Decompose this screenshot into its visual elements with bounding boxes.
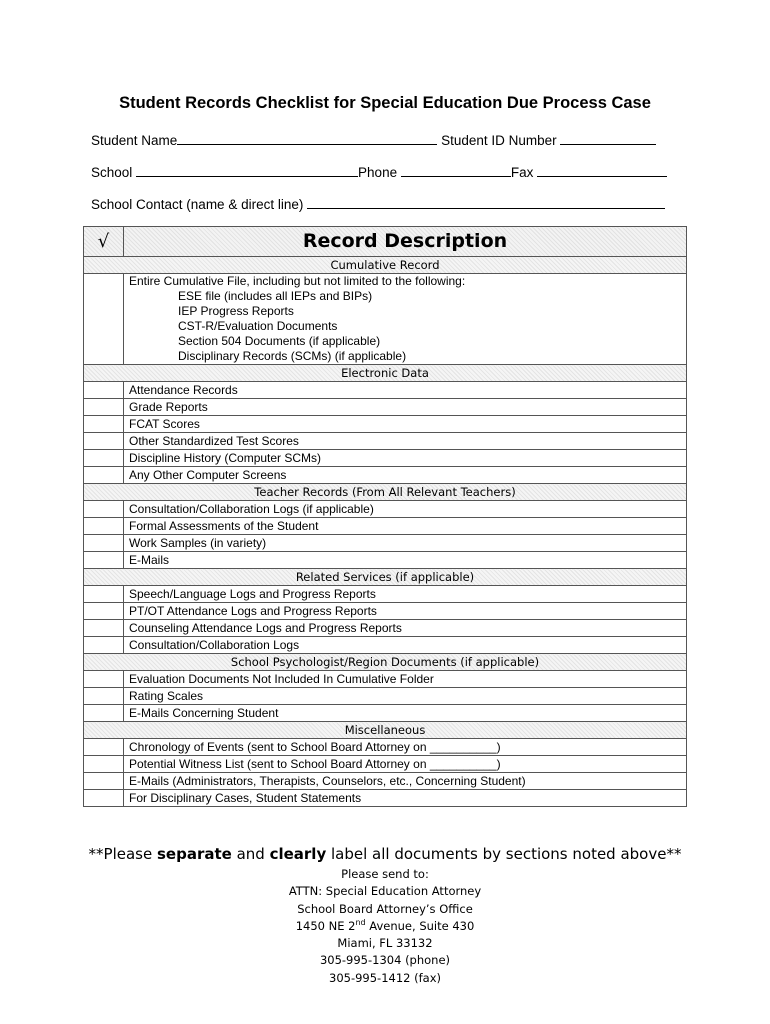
- notice-suffix: label all documents by sections noted above**: [326, 845, 682, 863]
- record-item: [124, 552, 687, 569]
- record-item-label: Evaluation Documents Not Included In Cumulative Folder: [129, 671, 434, 686]
- record-item: [124, 467, 687, 484]
- school-field[interactable]: [136, 163, 358, 177]
- record-item: [124, 705, 687, 722]
- section-title: Teacher Records (From All Relevant Teachers): [84, 484, 687, 501]
- table-row: [84, 274, 687, 365]
- checkbox-cell[interactable]: [84, 535, 124, 552]
- record-item: [124, 620, 687, 637]
- record-item: [124, 688, 687, 705]
- section-title: Cumulative Record: [84, 257, 687, 274]
- checkbox-cell[interactable]: [84, 467, 124, 484]
- table-row: [84, 790, 687, 807]
- record-item-label: Speech/Language Logs and Progress Reports: [129, 586, 376, 601]
- notice-clearly: clearly: [269, 845, 327, 863]
- phone-field[interactable]: [401, 163, 511, 177]
- record-item: [124, 756, 687, 773]
- checkbox-cell[interactable]: [84, 773, 124, 790]
- record-item: [124, 739, 687, 756]
- student-row: [91, 131, 656, 148]
- record-item-label: FCAT Scores: [129, 416, 200, 431]
- checkbox-cell[interactable]: [84, 586, 124, 603]
- record-item: [124, 274, 687, 365]
- record-item-label: Attendance Records: [129, 382, 238, 397]
- address-ordinal: nd: [355, 918, 366, 928]
- section-header-row: [84, 484, 687, 501]
- record-subitem: Section 504 Documents (if applicable): [178, 334, 381, 348]
- record-item: [124, 773, 687, 790]
- section-title: School Psychologist/Region Documents (if applicable): [84, 654, 687, 671]
- checkbox-cell[interactable]: [84, 399, 124, 416]
- checkbox-cell[interactable]: [84, 274, 124, 365]
- record-item-label: Work Samples (in variety): [129, 535, 267, 550]
- section-header-row: [84, 654, 687, 671]
- checkbox-cell[interactable]: [84, 382, 124, 399]
- record-item: [124, 501, 687, 518]
- checkbox-cell[interactable]: [84, 705, 124, 722]
- table-row: [84, 756, 687, 773]
- section-header-row: [84, 365, 687, 382]
- address-line: [0, 918, 770, 935]
- table-row: [84, 535, 687, 552]
- table-row: [84, 637, 687, 654]
- record-item-label: Grade Reports: [129, 399, 208, 414]
- record-item-label: Entire Cumulative File, including but not limited to the following:: [129, 274, 466, 288]
- address-line: School Board Attorney’s Office: [297, 901, 473, 916]
- record-subitem: ESE file (includes all IEPs and BIPs): [178, 289, 373, 303]
- record-item: [124, 535, 687, 552]
- checkbox-cell[interactable]: [84, 552, 124, 569]
- record-subitem: CST-R/Evaluation Documents: [178, 319, 338, 333]
- table-row: [84, 433, 687, 450]
- record-item: [124, 399, 687, 416]
- address-line: Miami, FL 33132: [337, 936, 433, 951]
- checkbox-cell[interactable]: [84, 671, 124, 688]
- record-item: [124, 671, 687, 688]
- record-item-label: Chronology of Events (sent to School Board Attorney on __________): [129, 739, 501, 754]
- table-row: [84, 518, 687, 535]
- table-header-row: [84, 227, 687, 257]
- checkbox-cell[interactable]: [84, 739, 124, 756]
- record-subitem: IEP Progress Reports: [178, 304, 294, 318]
- record-description-header: Record Description: [124, 227, 687, 257]
- checkbox-cell[interactable]: [84, 756, 124, 773]
- record-item: [124, 416, 687, 433]
- record-item: [124, 382, 687, 399]
- contact-row: [91, 195, 665, 212]
- notice-separate: separate: [156, 845, 232, 863]
- record-subitem: Disciplinary Records (SCMs) (if applicable): [178, 349, 407, 363]
- table-row: [84, 739, 687, 756]
- record-item-label: Formal Assessments of the Student: [129, 518, 319, 533]
- record-item-label: Any Other Computer Screens: [129, 467, 287, 482]
- record-item-label: Other Standardized Test Scores: [129, 433, 299, 448]
- record-item-label: Potential Witness List (sent to School Board Attorney on __________): [129, 756, 501, 771]
- table-row: [84, 671, 687, 688]
- fax-number: 305-995-1412 (fax): [329, 970, 441, 985]
- checkbox-cell[interactable]: [84, 518, 124, 535]
- mailing-address: [0, 866, 770, 987]
- checkbox-cell[interactable]: [84, 688, 124, 705]
- section-header-row: [84, 722, 687, 739]
- student-id-label: Student ID Number: [441, 133, 557, 148]
- record-item: [124, 518, 687, 535]
- record-item-label: Counseling Attendance Logs and Progress Reports: [129, 620, 402, 635]
- record-item: [124, 433, 687, 450]
- address-line: ATTN: Special Education Attorney: [288, 884, 482, 899]
- record-item-label: Consultation/Collaboration Logs: [129, 637, 300, 652]
- record-item: [124, 637, 687, 654]
- table-row: [84, 705, 687, 722]
- student-id-field[interactable]: [560, 131, 656, 145]
- record-item-label: E-Mails Concerning Student: [129, 705, 279, 720]
- checkbox-cell[interactable]: [84, 603, 124, 620]
- record-item-label: For Disciplinary Cases, Student Statements: [129, 790, 362, 805]
- phone-label: Phone: [358, 165, 398, 180]
- checkbox-cell[interactable]: [84, 416, 124, 433]
- section-title: Miscellaneous: [84, 722, 687, 739]
- notice-prefix: **Please: [88, 845, 157, 863]
- table-row: [84, 552, 687, 569]
- instruction-notice: [0, 845, 770, 863]
- table-row: [84, 688, 687, 705]
- student-name-label: Student Name: [91, 133, 178, 148]
- record-item-label: E-Mails (Administrators, Therapists, Counselors, etc., Concerning Student): [129, 773, 526, 788]
- record-item-label: E-Mails: [129, 552, 170, 567]
- record-item: [124, 603, 687, 620]
- section-title: Electronic Data: [84, 365, 687, 382]
- document-title: Student Records Checklist for Special Education Due Process Case: [119, 94, 651, 112]
- table-row: [84, 501, 687, 518]
- checkbox-cell[interactable]: [84, 501, 124, 518]
- section-header-row: [84, 257, 687, 274]
- fax-field[interactable]: [537, 163, 667, 177]
- record-item: [124, 450, 687, 467]
- table-row: [84, 450, 687, 467]
- address-street: 1450 NE 2: [295, 918, 356, 933]
- section-header-row: [84, 569, 687, 586]
- school-label: School: [91, 165, 133, 180]
- records-table: [83, 226, 687, 807]
- student-name-field[interactable]: [177, 131, 437, 145]
- contact-field[interactable]: [307, 195, 665, 209]
- contact-label: School Contact (name & direct line): [91, 197, 304, 212]
- checkbox-cell[interactable]: [84, 450, 124, 467]
- checkbox-cell[interactable]: [84, 637, 124, 654]
- checkmark-header: √: [84, 227, 124, 257]
- school-row: [91, 163, 667, 180]
- phone-number: 305-995-1304 (phone): [319, 953, 451, 968]
- checkbox-cell[interactable]: [84, 620, 124, 637]
- section-title: Related Services (if applicable): [84, 569, 687, 586]
- record-item-label: Consultation/Collaboration Logs (if applicable): [129, 501, 374, 516]
- record-item-label: PT/OT Attendance Logs and Progress Reports: [129, 603, 377, 618]
- record-item: [124, 790, 687, 807]
- table-row: [84, 620, 687, 637]
- table-row: [84, 467, 687, 484]
- record-item-label: Discipline History (Computer SCMs): [129, 450, 322, 465]
- table-row: [84, 399, 687, 416]
- record-item-label: Rating Scales: [129, 688, 204, 703]
- table-row: [84, 586, 687, 603]
- table-row: [84, 416, 687, 433]
- checkbox-cell[interactable]: [84, 433, 124, 450]
- record-item: [124, 586, 687, 603]
- fax-label: Fax: [510, 165, 534, 180]
- table-row: [84, 773, 687, 790]
- address-line: Please send to:: [341, 867, 429, 881]
- address-suite: Avenue, Suite 430: [365, 918, 475, 933]
- table-row: [84, 382, 687, 399]
- notice-middle: and: [231, 845, 270, 863]
- checkbox-cell[interactable]: [84, 790, 124, 807]
- table-row: [84, 603, 687, 620]
